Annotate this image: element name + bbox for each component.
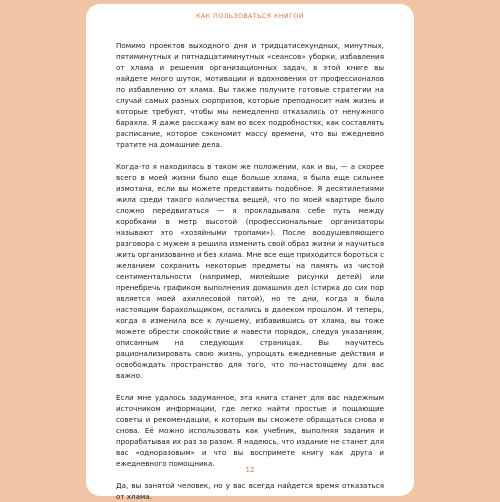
page-number: 12 xyxy=(245,466,255,474)
paragraph: Если мне удалось задуманное, эта книга станет для вас надежным источником информации, где легко найти простые и пощающие советы и рекомендации, к которым вы сможете обращаться снова и снова. Её можно использовать как учебник, выполняя задания и прорабатывая их раз за разом. Я надеюсь, что издание не станет для вас «одноразовым» и что вы воспримете книгу как друга и ежедневного помощника. xyxy=(116,393,384,468)
paragraph: Помимо проектов выходного дня и тридцатисекундных, минутных, пятиминутных и пятнадцатиминутных «сеансов» уборки, избавления от хлама и решения организационных задач, в этой книге вы найдете много шуток, мотивации и вдохновения от профессионалов по избавлению от хлама. Вы также получите готовые стратегии на случай самых разных сюрпризов, которые преподносит нам жизнь и которые требуют, чтобы мы немедленно отказались от ненужного барахла. Я даже расскажу вам во всех подробностях, как составлять расписание, которое сэкономит массу времени, что вы ежедневно тратите на домашние дела. xyxy=(116,41,384,149)
paragraph: Когда-то я находилась в таком же положении, как и вы, — а скорее всего в моей жизни было еще больше хлама, я была еще сильнее измотана, если вы можете представить подобное. Я десятилетиями жила среди такого количества вещей, что по моей квартире было сложно передвигаться — я прокладывала себе путь между коробками в метр высотой (профессиональные организаторы называют это «хозяйными тропами»). После воодушевляющего разговора с мужем я решила изменить свой образ жизни и научиться жить организованно и без хлама. Мне все еще приходится бороться с желанием сохранить некоторые предметы на память из чистой сентиментальности (например, милейшие рисунки детей) или пренебречь графиком выполнения домашних дел (стирка до сих пор является моей ахиллесовой пятой), но те дни, когда я была настоящим барахольщиком, остались в далеком прошлом. И теперь, когда я изменила все к лучшему, избавившись от хлама, вы тоже можете обрести спокойствие и навести порядок, следуя указаниям, описанным на следующих страницах. Вы научитесь рационализировать свою жизнь, упрощать ежедневные действия и освобождать пространство для того, что по-настоящему для вас важно. xyxy=(116,162,384,380)
book-page xyxy=(86,4,414,501)
paragraph: Да, вы занятой человек, но у вас всегда найдется время отказаться от хлама. xyxy=(116,481,384,501)
page-body xyxy=(116,40,384,502)
running-head: КАК ПОЛЬЗОВАТЬСЯ КНИГОЙ xyxy=(196,13,304,20)
